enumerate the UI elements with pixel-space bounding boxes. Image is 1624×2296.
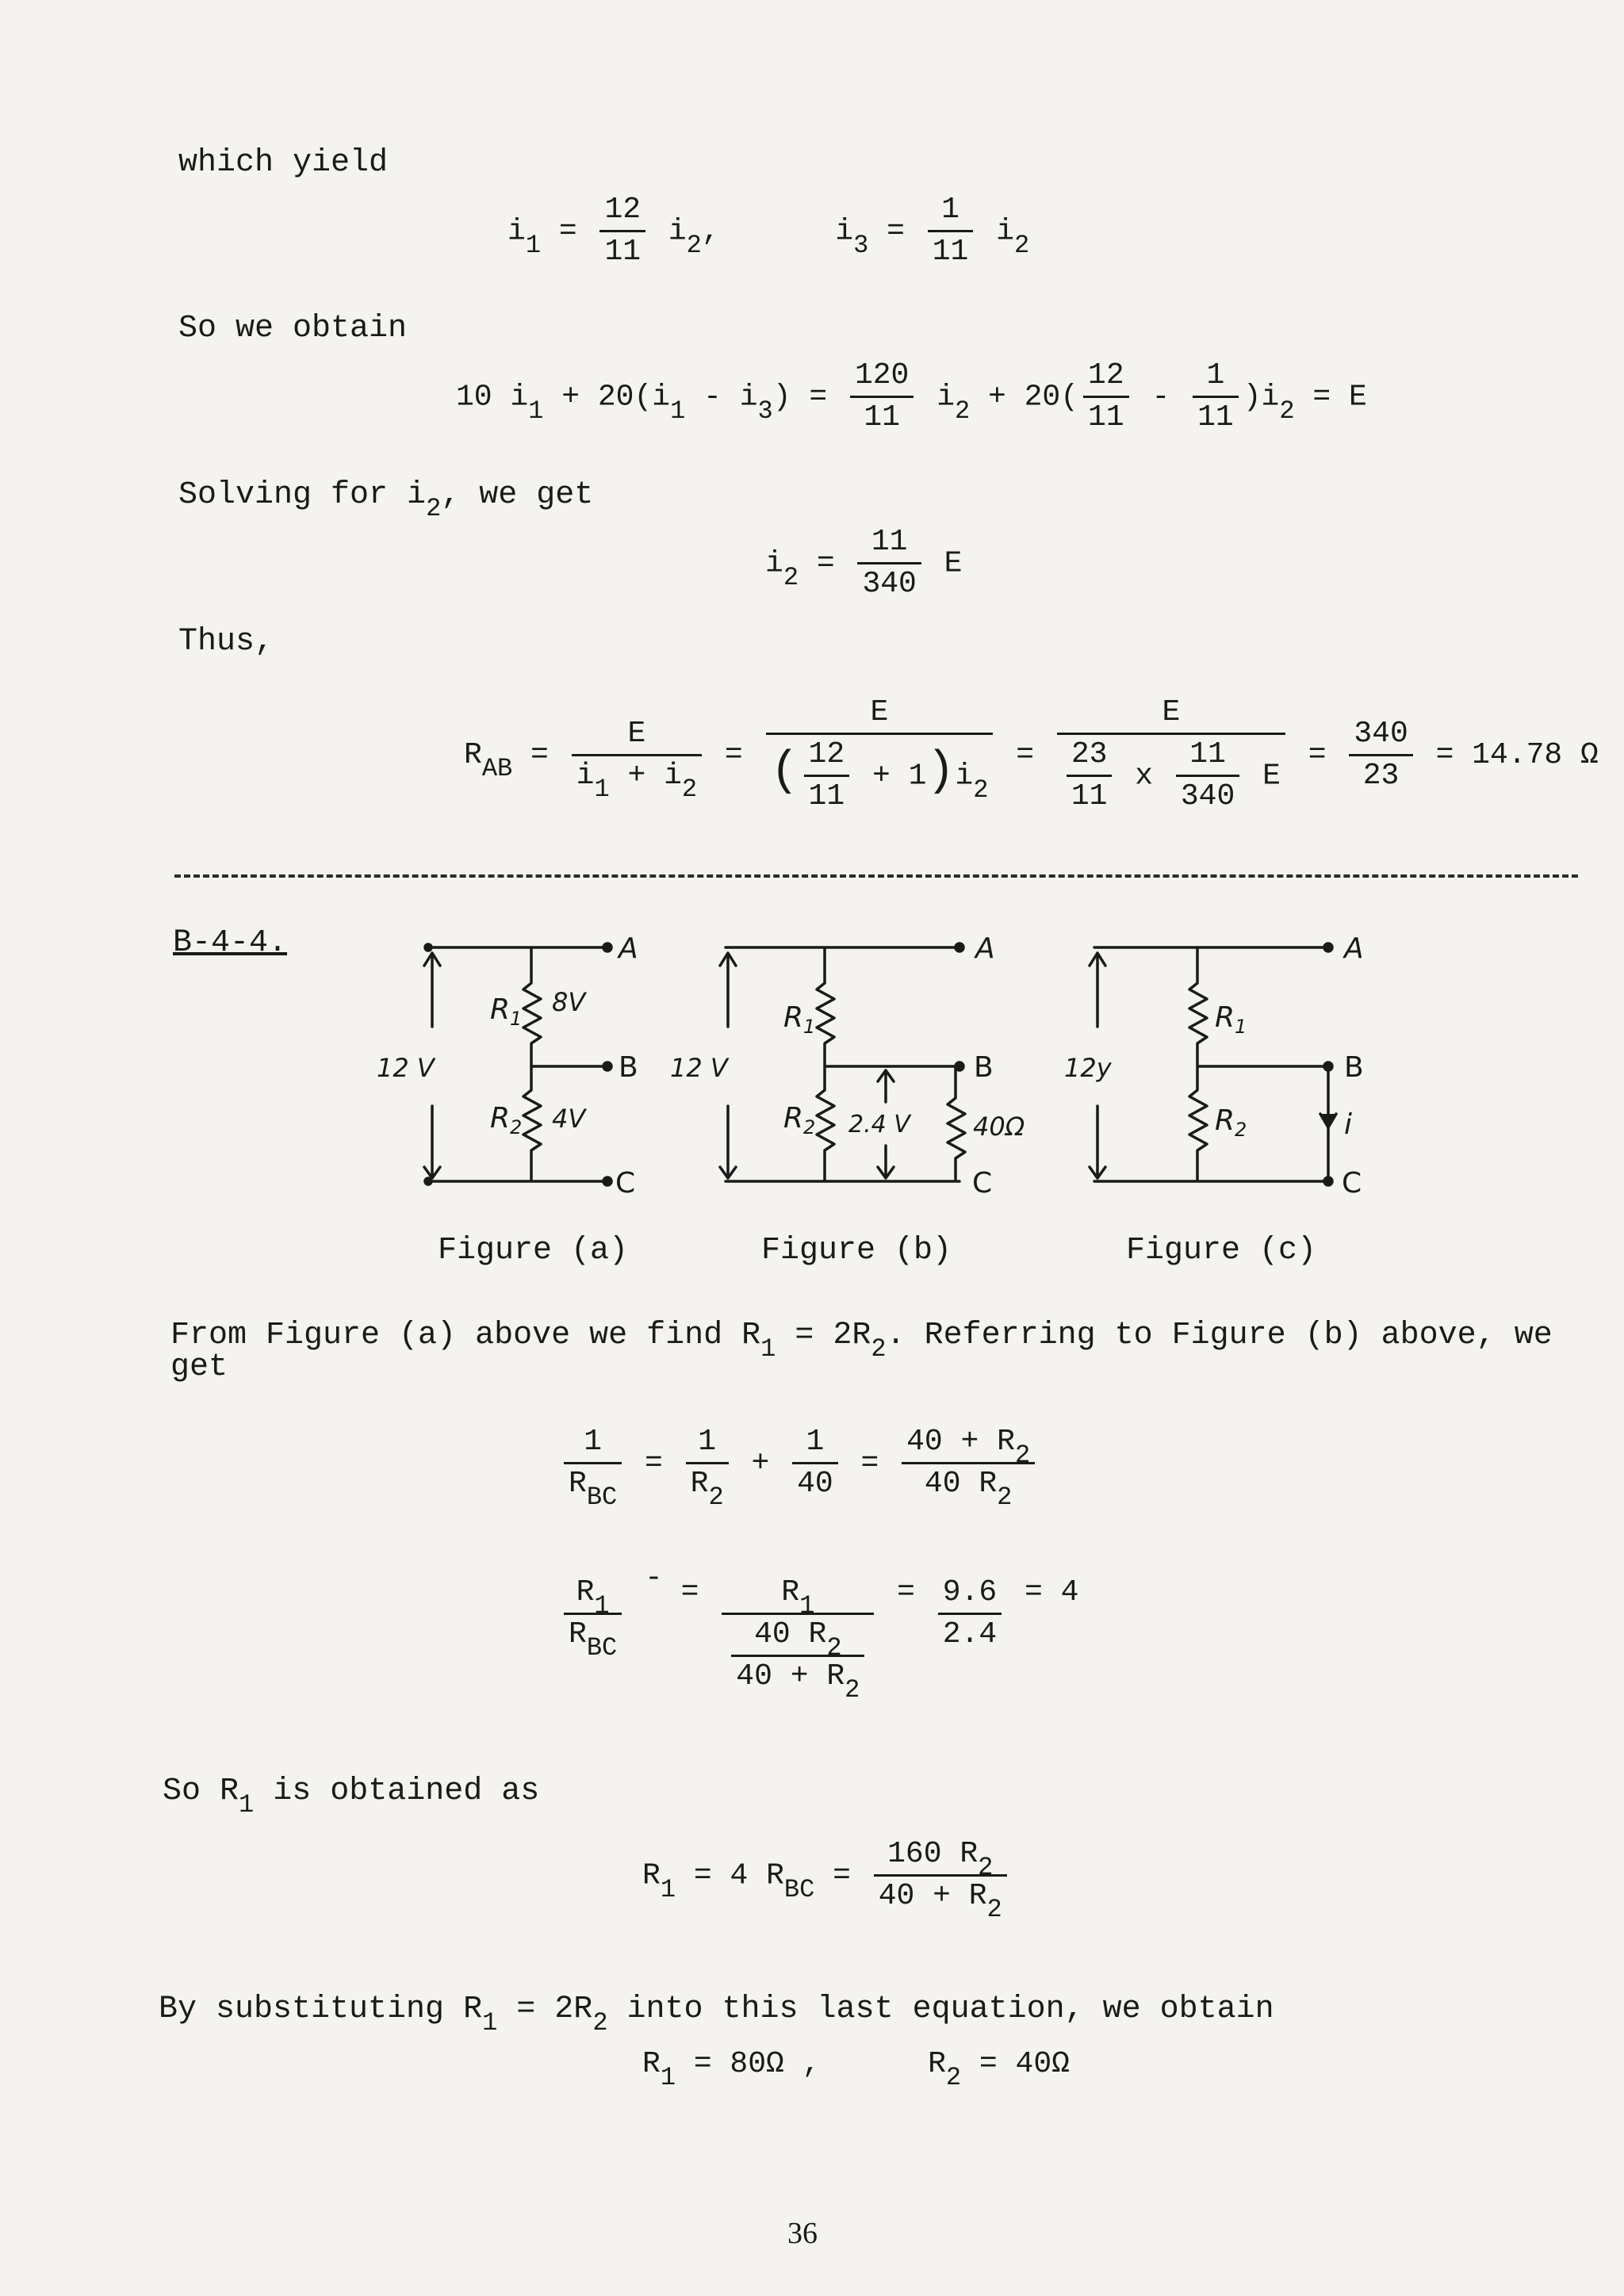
equation-ratio: $\frac{R_1}{R_{BC}}$ - = $\frac{R_1}{\frac{40 R_2}{40 + R_2}}$ = $\frac{9.6}{2.4}$ = 4	[559, 1578, 1078, 1692]
fig-c-r2: $R_2$	[1215, 1104, 1247, 1141]
text-so-we-obtain: So we obtain	[178, 311, 408, 346]
problem-label: B-4-4.	[173, 925, 288, 961]
fig-b-2-4v: 2.4 V	[848, 1111, 910, 1138]
fig-c-r1: $R_1$	[1215, 1001, 1247, 1038]
circuit-figures	[373, 920, 1404, 1221]
equation-rab: $R_{AB}$ = $\frac{E}{i_1 + i_2}$ = E ( $\frac{12}{11}$ + $1)i_2$ = E $\frac{23}{11}$ x $\frac{11}{340}$ E = $\frac{340}{23}$ = 14.78 Ω	[464, 695, 1599, 813]
equation-i2: $i_2$ = $\frac{11}{340}$ E	[765, 525, 963, 601]
fig-c-node-c: C	[1342, 1167, 1362, 1200]
fig-a-r2: $R_2$	[490, 1102, 523, 1138]
fig-c-node-a: A	[1344, 932, 1364, 965]
fig-b-r1: $R_1$	[783, 1001, 816, 1038]
fig-a-r1: $R_1$	[490, 993, 523, 1030]
fig-c-current: i	[1344, 1108, 1353, 1141]
text-from-figure-a: From Figure (a) above we find $R_1 = 2R_2$. Referring to Figure (b) above, we	[170, 1318, 1553, 1364]
equation-kvl: 10 $i_1 + 20(i_1 - i_3)$ = $\frac{120}{11}$ $i_2 + 20$( $\frac{12}{11}$ - $\frac{1}{11}$ )$i_2 = E$	[456, 358, 1367, 434]
fig-a-4v: 4V	[552, 1104, 586, 1134]
fig-b-node-b: B	[974, 1051, 994, 1084]
figure-b-circuit	[720, 943, 965, 1181]
fig-b-source: 12 V	[670, 1053, 728, 1083]
fig-a-8v: 8V	[552, 987, 586, 1017]
caption-figure-c: Figure (c)	[1126, 1233, 1317, 1269]
fig-a-node-b: B	[619, 1051, 638, 1084]
fig-a-node-a: A	[619, 932, 638, 965]
equation-r1-rbc: $R_1 = 4$ $R_{BC}$ = $\frac{160 R_2}{40 + R_2}$	[642, 1839, 1012, 1911]
page-number: 36	[787, 2217, 818, 2250]
fig-c-source: 12y	[1064, 1053, 1112, 1083]
fig-a-node-c: C	[615, 1167, 636, 1200]
equation-rbc: $\frac{1}{R_{BC}}$ = $\frac{1}{R_2}$ + $\frac{1}{40}$ = $\frac{40 + R_2}{40 R_2}$	[559, 1427, 1040, 1499]
caption-figure-a: Figure (a)	[438, 1233, 629, 1269]
dashed-separator	[174, 874, 1578, 878]
figure-a-circuit	[424, 943, 611, 1185]
fig-b-node-c: C	[972, 1167, 993, 1200]
text-by-substituting: By substituting $R_1 = 2R_2$ into this last equation, we obtain	[159, 1992, 1274, 2038]
text-which-yield: which yield	[178, 145, 389, 181]
equation-i1-i3: $i_1$ = $\frac{12}{11}$ $i_2$, $i_3$ = $\frac{1}{11}$ $i_2$	[508, 193, 1030, 269]
text-get: get	[170, 1349, 228, 1385]
fig-c-node-b: B	[1344, 1051, 1364, 1084]
equation-final-values: $R_1 = 80\Omega$ , $R_2 = 40\Omega$	[642, 2047, 1070, 2092]
fig-a-source: 12 V	[377, 1053, 435, 1083]
caption-figure-b: Figure (b)	[761, 1233, 952, 1269]
fig-b-40ohm: 40Ω	[973, 1112, 1025, 1142]
text-so-r1: So $R_1$ is obtained as	[163, 1774, 540, 1820]
fig-b-r2: $R_2$	[783, 1102, 816, 1138]
fig-b-node-a: A	[975, 932, 995, 965]
text-solving-for-i2: Solving for $i_2$, we get	[178, 477, 594, 523]
figure-c-circuit	[1090, 943, 1336, 1185]
text-thus: Thus,	[178, 624, 274, 660]
